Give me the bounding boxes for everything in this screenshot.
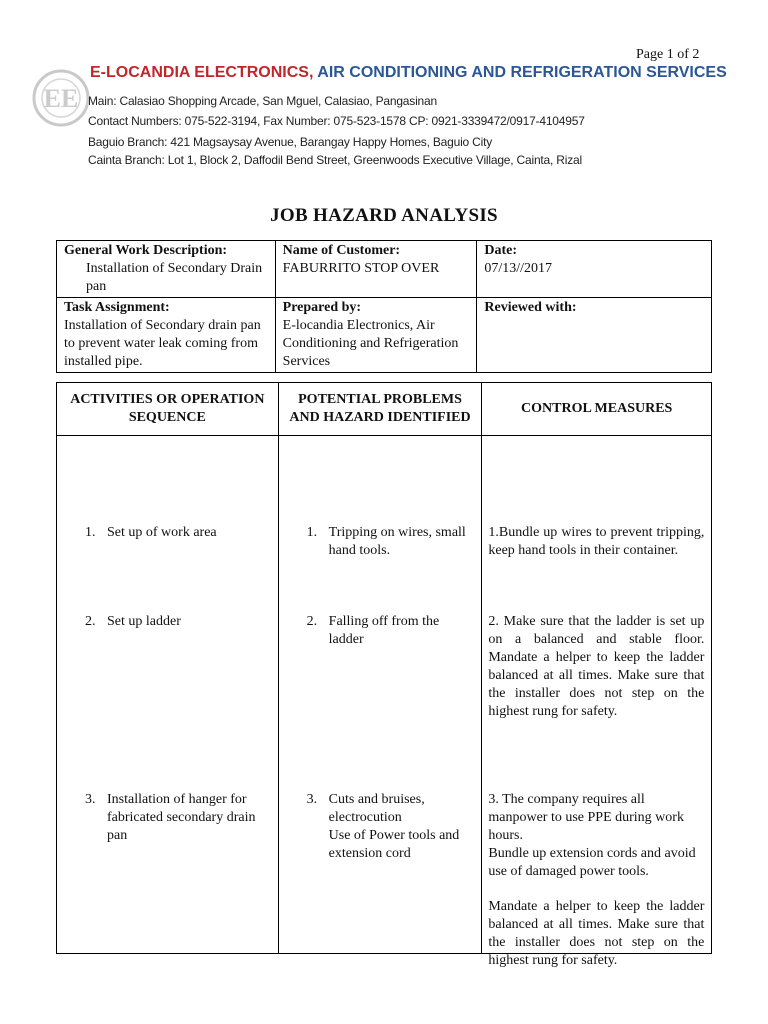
activity-item-3: 3. Installation of hanger for fabricated secondary drain pan [85,792,256,843]
hazards-column [278,436,482,954]
prepared-label: Prepared by: [282,300,362,315]
company-logo-icon [32,69,90,127]
hazard-item-3: 3. Cuts and bruises, electrocution Use of Power tools and extension cord [306,792,460,861]
customer-label: Name of Customer: [282,243,401,258]
date-label: Date: [484,243,518,258]
cainta-branch: Cainta Branch: Lot 1, Block 2, Daffodil Bend Street, Greenwoods Executive Village, Cainta, Rizal [88,153,582,167]
date-value: 07/13//2017 [484,261,553,276]
general-work-cell [57,241,276,298]
general-work-value: Installation of Secondary Drain pan [86,261,263,294]
document-title: JOB HAZARD ANALYSIS [270,205,498,226]
date-cell [477,241,712,298]
reviewed-label: Reviewed with: [484,300,577,315]
activity-item-2: 2. Set up ladder [85,614,181,629]
hazard-item-1: 1. Tripping on wires, small hand tools. [306,525,466,558]
customer-value: FABURRITO STOP OVER [282,261,440,276]
main-address: Main: Calasiao Shopping Arcade, San Mguel, Calasiao, Pangasinan [88,94,437,108]
prepared-cell [275,298,477,373]
header-controls: CONTROL MEASURES [482,383,712,436]
header-activities: ACTIVITIES OR OPERATION SEQUENCE [57,383,279,436]
page-number: Page 1 of 2 [636,47,700,62]
svg-text:EE: EE [43,84,79,113]
hazard-analysis-table [56,382,712,968]
company-name-blue: AIR CONDITIONING AND REFRIGERATION SERVICES [313,64,727,81]
controls-column [482,436,712,968]
control-item-3 [488,791,704,970]
control-item-3-cords: Bundle up extension cords and avoid use of damaged power tools. [488,846,696,879]
baguio-branch: Baguio Branch: 421 Magsaysay Avenue, Barangay Happy Homes, Baguio City [88,135,493,149]
prepared-value: E-locandia Electronics, Air Conditioning and Refrigeration Services [282,318,459,369]
control-item-3-ladder: Mandate a helper to keep the ladder balanced at all times. Make sure that the installer does not step on the highest rung for safety. [488,899,705,968]
task-cell [57,298,276,373]
activity-item-1: 1. Set up of work area [85,525,217,540]
control-item-2: 2. Make sure that the ladder is set up on a balanced and stable floor. Mandate a helper to keep the ladder balanced at all times. Make sure that the installer does not step on the highest rung for safety. [488,614,705,719]
control-item-3-ppe: 3. The company requires all manpower to use PPE during work hours. [488,792,684,843]
contact-numbers: Contact Numbers: 075-522-3194, Fax Number: 075-523-1578 CP: 0921-3339472/0917-4104957 [88,114,585,128]
general-work-label: General Work Description: [64,243,228,258]
reviewed-cell [477,298,712,373]
header-hazards: POTENTIAL PROBLEMS AND HAZARD IDENTIFIED [278,383,482,436]
customer-cell [275,241,477,298]
task-label: Task Assignment: [64,300,170,315]
job-info-table [56,240,712,373]
control-item-1: 1.Bundle up wires to prevent tripping, keep hand tools in their container. [488,525,705,558]
company-name-red: E-LOCANDIA ELECTRONICS, [90,64,314,81]
activities-column [57,436,279,954]
company-name [90,64,750,82]
task-value: Installation of Secondary drain pan to prevent water leak coming from installed pipe. [64,318,261,369]
hazard-item-2: 2. Falling off from the ladder [306,614,440,647]
